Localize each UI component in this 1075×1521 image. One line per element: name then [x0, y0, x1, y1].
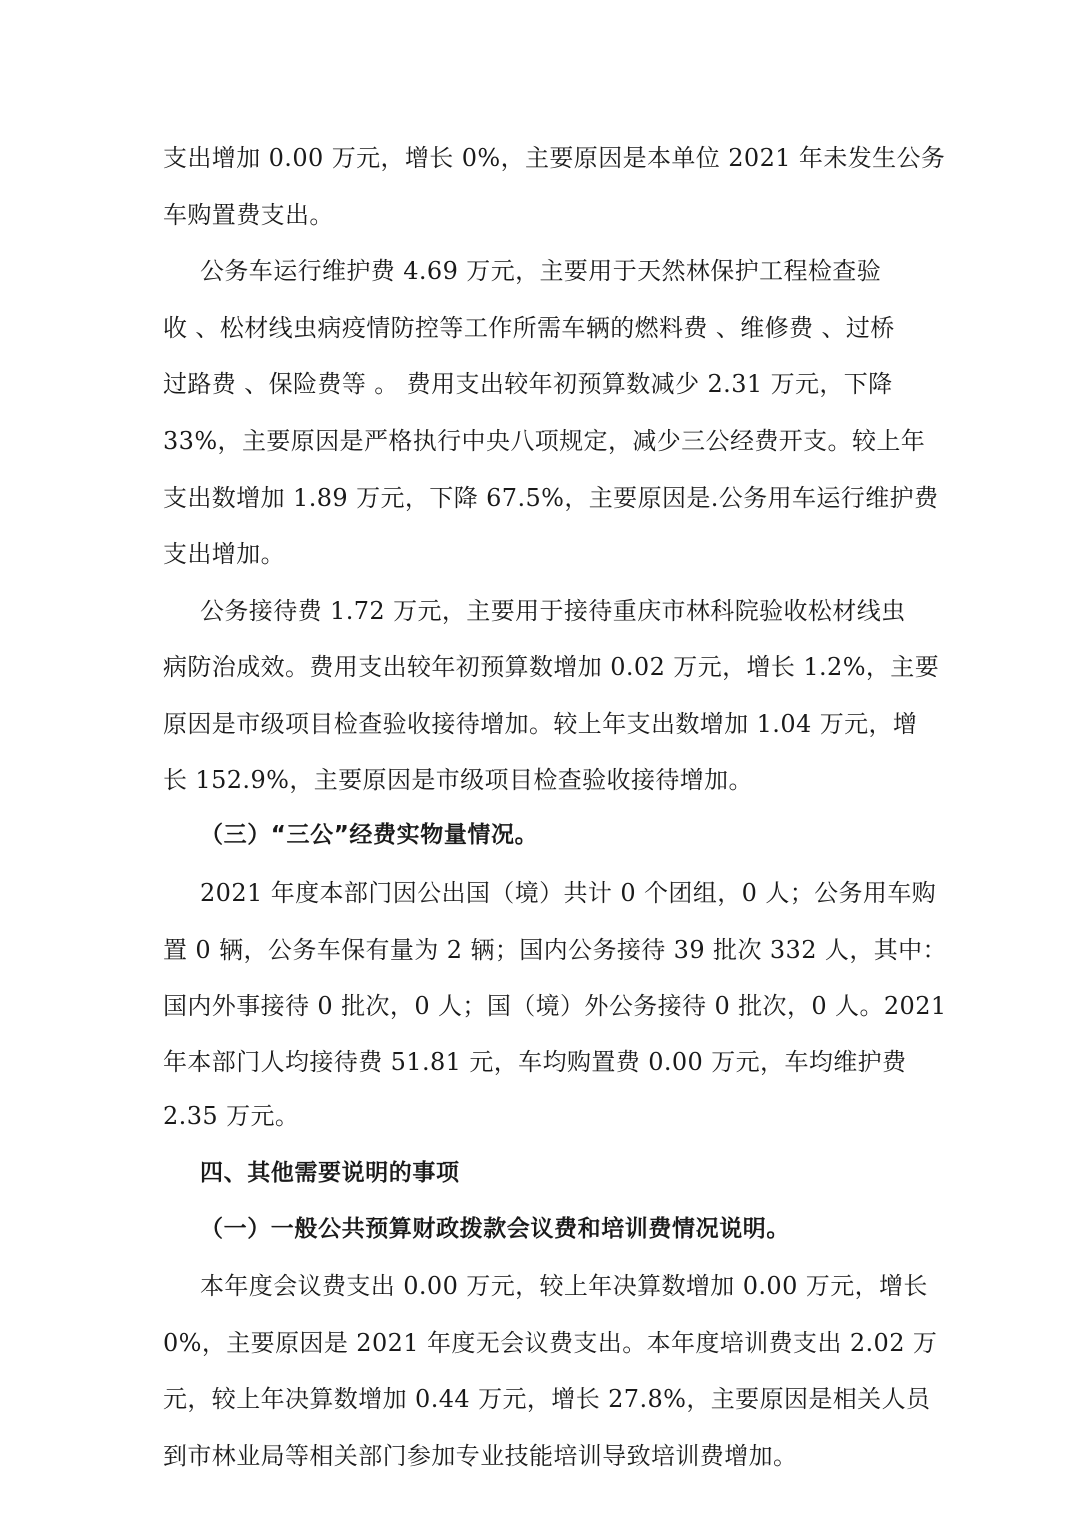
paragraph-line: 原因是市级项目检查验收接待增加。较上年支出数增加 1.04 万元，增: [163, 710, 918, 738]
paragraph-line: 病防治成效。费用支出较年初预算数增加 0.02 万元，增长 1.2%，主要: [163, 653, 940, 681]
paragraph-line: 2.35 万元。: [163, 1102, 300, 1130]
paragraph-line: 过路费 、保险费等 。 费用支出较年初预算数减少 2.31 万元，下降: [163, 370, 893, 398]
section-heading: 四、其他需要说明的事项: [200, 1160, 460, 1186]
paragraph-line: 2021 年度本部门因公出国（境）共计 0 个团组，0 人；公务用车购: [200, 879, 937, 907]
paragraph-line: 本年度会议费支出 0.00 万元，较上年决算数增加 0.00 万元，增长: [200, 1272, 928, 1300]
paragraph-line: 33%，主要原因是严格执行中央八项规定，减少三公经费开支。较上年: [163, 427, 926, 455]
paragraph-line: 公务车运行维护费 4.69 万元，主要用于天然林保护工程检查验: [200, 257, 882, 285]
section-heading: （三）“三公”经费实物量情况。: [200, 822, 539, 848]
paragraph-line: 收 、松材线虫病疫情防控等工作所需车辆的燃料费 、维修费 、过桥: [163, 314, 895, 342]
subsection-heading: （一）一般公共预算财政拨款会议费和培训费情况说明。: [200, 1216, 790, 1242]
paragraph-line: 车购置费支出。: [163, 201, 334, 229]
paragraph-line: 国内外事接待 0 批次，0 人；国（境）外公务接待 0 批次，0 人。2021: [163, 992, 947, 1020]
paragraph-line: 到市林业局等相关部门参加专业技能培训导致培训费增加。: [163, 1442, 798, 1470]
paragraph-line: 支出数增加 1.89 万元，下降 67.5%，主要原因是.公务用车运行维护费: [163, 484, 939, 512]
paragraph-line: 支出增加 0.00 万元，增长 0%，主要原因是本单位 2021 年未发生公务: [163, 144, 946, 172]
paragraph-line: 长 152.9%，主要原因是市级项目检查验收接待增加。: [163, 766, 753, 794]
paragraph-line: 公务接待费 1.72 万元，主要用于接待重庆市林科院验收松材线虫: [200, 597, 906, 625]
paragraph-line: 0%，主要原因是 2021 年度无会议费支出。本年度培训费支出 2.02 万: [163, 1329, 938, 1357]
paragraph-line: 置 0 辆，公务车保有量为 2 辆；国内公务接待 39 批次 332 人，其中：: [163, 936, 947, 964]
paragraph-line: 元，较上年决算数增加 0.44 万元，增长 27.8%，主要原因是相关人员: [163, 1385, 931, 1413]
paragraph-line: 支出增加。: [163, 540, 285, 568]
paragraph-line: 年本部门人均接待费 51.81 元，车均购置费 0.00 万元，车均维护费: [163, 1048, 907, 1076]
